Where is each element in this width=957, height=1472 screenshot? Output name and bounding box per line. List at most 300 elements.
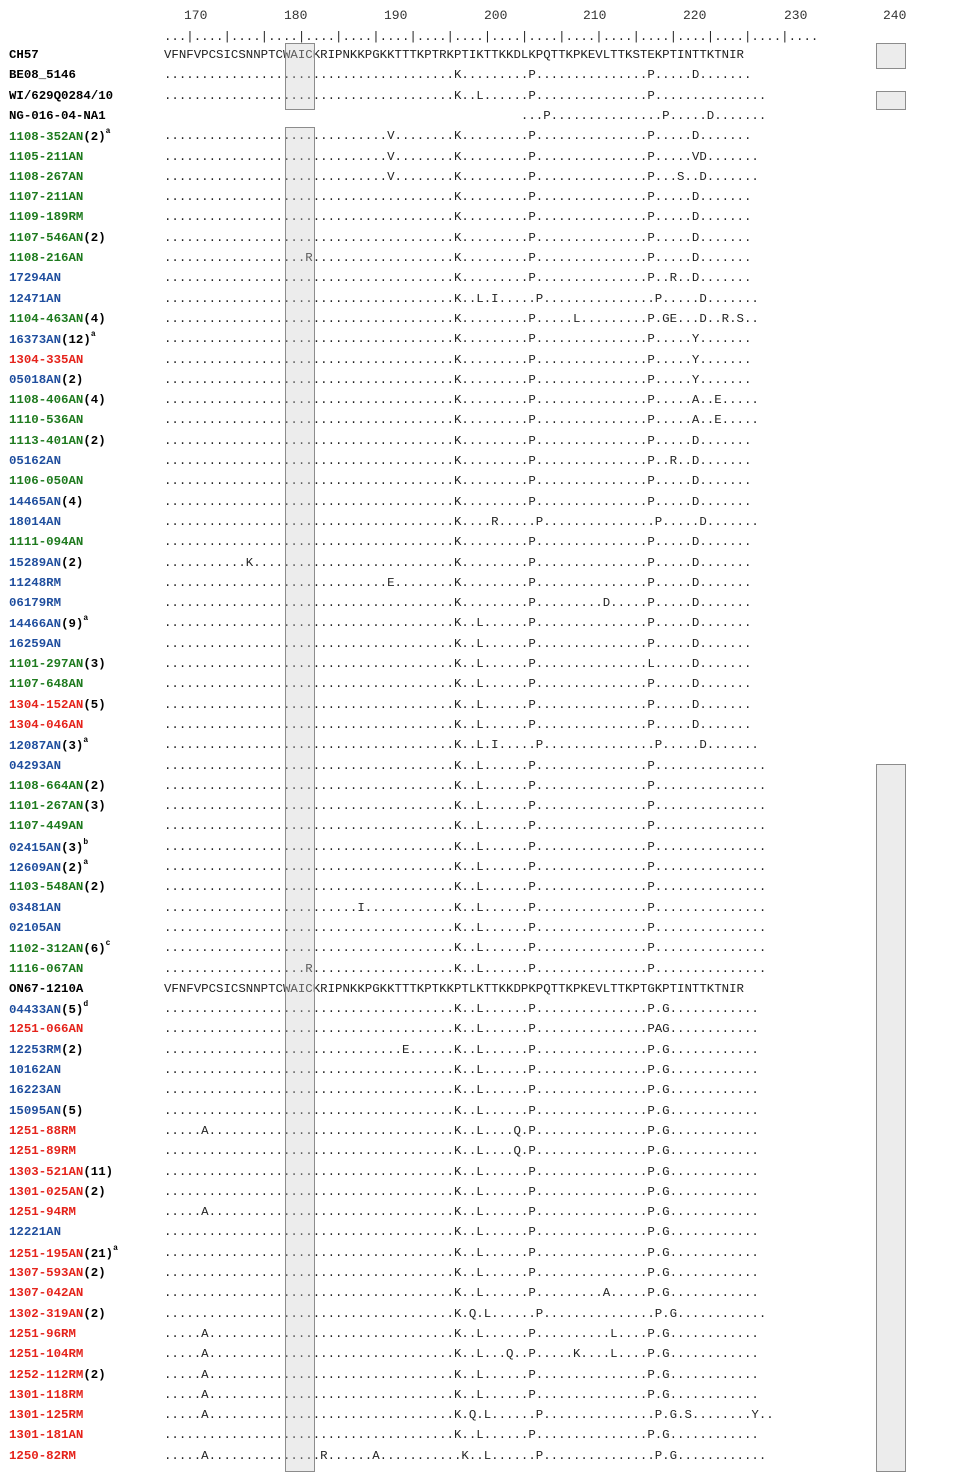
- sequence-name: 1107-211AN: [9, 190, 84, 205]
- alignment-row: [0, 106, 957, 126]
- sequence-name: 10162AN: [9, 1063, 62, 1077]
- sequence-name: 1250-82RM: [9, 1448, 76, 1463]
- position-number: 240: [883, 8, 907, 23]
- sequence-name: 1108-267AN: [9, 169, 84, 184]
- position-number: 190: [384, 8, 408, 23]
- sequence-string: .......................................K.........P...............P.....D.......: [164, 433, 752, 448]
- alignment-row: [0, 776, 957, 796]
- sequence-name: 1307-042AN: [9, 1286, 84, 1301]
- alignment-row: [0, 1263, 957, 1283]
- sequence-count: (2): [83, 130, 106, 145]
- sequence-label: [9, 251, 83, 265]
- sequence-string: .......................................K..L......P...............P...............: [164, 88, 767, 103]
- alignment-row: [0, 1121, 957, 1141]
- alignment-row: [0, 65, 957, 85]
- sequence-name: 04433AN: [9, 1003, 62, 1018]
- alignment-row: [0, 979, 957, 999]
- sequence-name: 1251-96RM: [9, 1326, 76, 1341]
- footnote-marker: a: [105, 127, 111, 137]
- sequence-label: [9, 596, 61, 610]
- sequence-name: 1108-406AN: [9, 393, 84, 408]
- sequence-name: 1110-536AN: [9, 413, 84, 428]
- sequence-label: [9, 129, 110, 144]
- sequence-string: ..........................I............K..L......P...............P...............: [164, 900, 767, 915]
- sequence-string: .......................................K..L......P...............P.G............: [164, 1164, 759, 1179]
- alignment-row: [0, 350, 957, 370]
- alignment-row: [0, 309, 957, 329]
- sequence-string: .......................................K..L.I.....P...............P.....D.......: [164, 291, 759, 306]
- sequence-label: [9, 1144, 76, 1158]
- sequence-label: [9, 677, 83, 691]
- alignment-row: [0, 1040, 957, 1060]
- sequence-name: 12253RM: [9, 1042, 62, 1057]
- sequence-name: 05162AN: [9, 454, 62, 468]
- sequence-count: (2): [61, 1042, 84, 1057]
- sequence-string: .......................................K..L......P...............P.....D.......: [164, 717, 752, 732]
- alignment-row: [0, 816, 957, 836]
- footnote-marker: a: [83, 858, 89, 867]
- sequence-label: [9, 312, 106, 326]
- sequence-string: .......................................K.........P...............P.....D.......: [164, 474, 752, 489]
- sequence-count: (2): [83, 880, 106, 895]
- sequence-name: 1301-118RM: [9, 1387, 84, 1402]
- sequence-label: [9, 759, 61, 773]
- sequence-count: (3): [83, 657, 106, 671]
- sequence-string: .......................................K..L......P...............P.G............: [164, 1225, 759, 1240]
- sequence-label: [9, 1428, 83, 1442]
- sequence-name: 1111-094AN: [9, 535, 84, 550]
- sequence-count: (5): [61, 1003, 84, 1018]
- sequence-count: (3): [83, 799, 106, 814]
- alignment-row: [0, 248, 957, 268]
- sequence-label: [9, 880, 106, 894]
- alignment-row: [0, 1283, 957, 1303]
- alignment-row: [0, 1222, 957, 1242]
- sequence-label: [9, 1022, 83, 1036]
- footnote-marker: d: [83, 1000, 89, 1010]
- sequence-label: [9, 718, 83, 732]
- sequence-string: .......................................K..L......P...............P...............: [164, 758, 767, 773]
- sequence-name: 1251-88RM: [9, 1123, 76, 1138]
- sequence-string: .......................................K..L......P...............P.G............: [164, 1002, 759, 1017]
- sequence-string: ...................R...................K.........P...............P.....D.......: [164, 251, 752, 265]
- sequence-label: [9, 210, 83, 224]
- sequence-name: 1303-521AN: [9, 1164, 84, 1179]
- sequence-string: .......................................K..L......P...............P.G............: [164, 1245, 759, 1260]
- sequence-label: [9, 1368, 106, 1382]
- sequence-name: 12087AN: [9, 739, 62, 754]
- sequence-string: ..............................V........K.........P...............P.....D.......: [164, 129, 752, 144]
- sequence-string: .......................................K..L......P...............P...............: [164, 819, 767, 834]
- alignment-row: [0, 390, 957, 410]
- sequence-name: 1301-025AN: [9, 1184, 84, 1199]
- sequence-name: 1251-104RM: [9, 1347, 84, 1362]
- sequence-name: 1251-066AN: [9, 1022, 84, 1037]
- sequence-string: .......................................K.........P...............P.....D.......: [164, 210, 752, 225]
- footnote-marker: b: [83, 837, 89, 847]
- sequence-count: (5): [61, 1103, 84, 1118]
- sequence-label: [9, 1327, 76, 1341]
- sequence-label: [9, 535, 83, 549]
- alignment-row: [0, 1344, 957, 1364]
- sequence-string: VFNFVPCSICSNNPTCWAICKRIPNKKPGKKTTTKPTRKPTIKTTKKDLKPQTTKPKEVLTTKSTEKPTINTTKTNIR: [164, 48, 744, 62]
- sequence-label: [9, 657, 106, 671]
- sequence-label: [9, 89, 113, 103]
- sequence-label: [9, 576, 61, 590]
- site-box-a-main: [285, 127, 315, 1472]
- sequence-string: ...........K...........................K.........P...............P.....D.......: [164, 555, 752, 570]
- sequence-string: .......................................K..L......P...............P.....D.......: [164, 677, 752, 692]
- alignment-row: [0, 674, 957, 694]
- sequence-count: (2): [83, 230, 106, 245]
- alignment-row: [0, 289, 957, 309]
- alignment-row: [0, 715, 957, 735]
- sequence-label: [9, 1347, 83, 1361]
- sequence-string: .......................................K..L......P...............P.G............: [164, 1428, 759, 1443]
- sequence-name: 1103-548AN: [9, 880, 84, 895]
- alignment-row: [0, 553, 957, 573]
- sequence-count: (2): [61, 372, 84, 387]
- sequence-string: .......................................K..L......P...............PAG............: [164, 1022, 759, 1037]
- sequence-name: 1251-89RM: [9, 1144, 76, 1159]
- alignment-row: [0, 1446, 957, 1466]
- sequence-name: 1108-216AN: [9, 251, 84, 265]
- sequence-label: [9, 837, 89, 855]
- sequence-label: [9, 1205, 76, 1219]
- sequence-name: 1109-189RM: [9, 210, 84, 225]
- sequence-string: .......................................K..L......P...............P.....D.......: [164, 697, 752, 712]
- position-number: 230: [784, 8, 808, 23]
- sequence-string: .......................................K..L......P...............P...............: [164, 839, 767, 854]
- sequence-string: .......................................K..L......P.........A.....P.G............: [164, 1286, 759, 1301]
- sequence-string: .......................................K....R.....P...............P.....D.......: [164, 514, 759, 529]
- alignment-row: [0, 1385, 957, 1405]
- sequence-name: 1304-046AN: [9, 717, 84, 732]
- sequence-string: ...P...............P.....D.......: [164, 108, 767, 123]
- sequence-string: .......................................K..L.I.....P...............P.....D.......: [164, 738, 759, 753]
- sequence-label: [9, 1063, 61, 1077]
- sequence-name: 1116-067AN: [9, 961, 84, 976]
- sequence-string: .......................................K..L......P...............P.....D.......: [164, 636, 752, 651]
- sequence-string: .......................................K.........P...............P.....D.......: [164, 68, 752, 83]
- sequence-name: 1301-181AN: [9, 1428, 84, 1443]
- sequence-string: .......................................K..L......P...............P...............: [164, 880, 767, 895]
- alignment-row: [0, 1080, 957, 1100]
- sequence-name: 1251-94RM: [9, 1205, 76, 1220]
- sequence-label: [9, 1388, 83, 1402]
- sequence-string: ................................E......K..L......P...............P.G............: [164, 1042, 759, 1057]
- sequence-string: VFNFVPCSICSNNPTCWAICKRIPNKKPGKKTTTKPTKKPTLKTTKKDPKPQTTKPKEVLTTKPTGKPTINTTKTNIR: [164, 981, 744, 996]
- sequence-string: .....A.................................K.Q.L......P...............P.G.S........Y..: [164, 1408, 774, 1423]
- site-box-a-top: [285, 43, 315, 110]
- sequence-string: .......................................K.Q.L......P...............P.G............: [164, 1306, 767, 1321]
- alignment-row: [0, 329, 957, 349]
- sequence-string: .......................................K..L......P...............P...............: [164, 799, 767, 814]
- sequence-string: .......................................K.........P...............P.....A..E.....: [164, 393, 759, 408]
- sequence-name: 1301-125RM: [9, 1408, 84, 1423]
- sequence-string: .....A...............R......A...........K..L......P...............P.G............: [164, 1448, 767, 1463]
- sequence-string: ..............................V........K.........P...............P...S..D.......: [164, 169, 759, 184]
- sequence-string: ...................R...................K..L......P...............P...............: [164, 961, 767, 976]
- sequence-label: [9, 1307, 106, 1321]
- alignment-row: [0, 735, 957, 755]
- position-number: 200: [484, 8, 508, 23]
- sequence-label: [9, 393, 106, 407]
- alignment-row: [0, 1425, 957, 1445]
- sequence-name: 16373AN: [9, 333, 62, 348]
- sequence-label: [9, 1286, 83, 1300]
- sequence-count: (11): [83, 1164, 114, 1179]
- sequence-label: [9, 779, 106, 793]
- sequence-name: 1108-352AN: [9, 130, 84, 145]
- sequence-label: [9, 373, 83, 387]
- site-box-b-top: [876, 43, 906, 69]
- sequence-label: [9, 434, 106, 448]
- sequence-label: [9, 150, 83, 164]
- sequence-label: [9, 1225, 61, 1239]
- sequence-string: .......................................K..L......P...............P.G............: [164, 1266, 759, 1280]
- sequence-string: .......................................K..L....Q.P...............P.G............: [164, 1144, 759, 1159]
- sequence-name: 1108-664AN: [9, 778, 84, 793]
- sequence-count: (9): [61, 617, 84, 632]
- sequence-label: [9, 921, 61, 935]
- position-number: 170: [184, 8, 208, 23]
- alignment-row: [0, 1101, 957, 1121]
- alignment-row: [0, 370, 957, 390]
- sequence-string: .......................................K..L......P...............L.....D.......: [164, 657, 752, 671]
- sequence-string: .......................................K.........P...............P..R..D.......: [164, 271, 752, 286]
- sequence-label: [9, 48, 39, 62]
- alignment-row: [0, 573, 957, 593]
- sequence-label: [9, 941, 110, 956]
- sequence-string: .......................................K..L......P...............P.G............: [164, 1063, 759, 1077]
- sequence-label: [9, 637, 61, 651]
- alignment-row: [0, 471, 957, 491]
- position-number: 220: [683, 8, 707, 23]
- sequence-name: 15095AN: [9, 1103, 62, 1118]
- sequence-name: 1101-267AN: [9, 799, 84, 814]
- sequence-label: [9, 1043, 83, 1057]
- alignment-row: [0, 1141, 957, 1161]
- sequence-string: .....A.................................K..L....Q.P...............P.G............: [164, 1123, 759, 1138]
- sequence-string: .......................................K..L......P...............P...............: [164, 941, 767, 956]
- sequence-string: .......................................K..L......P...............P.G............: [164, 1184, 759, 1199]
- sequence-label: [9, 1002, 88, 1017]
- alignment-row: [0, 45, 957, 65]
- sequence-count: (4): [83, 311, 106, 326]
- alignment-row: [0, 918, 957, 938]
- sequence-count: (4): [61, 494, 84, 509]
- sequence-label: [9, 413, 83, 427]
- sequence-name: 14465AN: [9, 494, 62, 509]
- sequence-name: 18014AN: [9, 514, 62, 529]
- sequence-string: .......................................K.........P...............P.....D.......: [164, 190, 752, 205]
- sequence-name: WI/629Q0284/10: [9, 88, 114, 103]
- sequence-string: .......................................K..L......P...............P.....D.......: [164, 616, 752, 631]
- sequence-count: (2): [83, 1367, 106, 1382]
- sequence-count: (2): [61, 555, 84, 570]
- sequence-label: [9, 616, 88, 631]
- sequence-label: [9, 1449, 76, 1463]
- sequence-name: 02415AN: [9, 840, 62, 855]
- sequence-count: (4): [83, 393, 106, 408]
- sequence-name: 1252-112RM: [9, 1367, 84, 1382]
- position-number: 210: [583, 8, 607, 23]
- alignment-row: [0, 1304, 957, 1324]
- sequence-name: 06179RM: [9, 596, 62, 611]
- sequence-name: 02105AN: [9, 920, 62, 935]
- sequence-label: [9, 1104, 83, 1118]
- sequence-string: .....A.................................K..L......P...............P.G............: [164, 1367, 759, 1382]
- sequence-label: [9, 698, 106, 712]
- alignment-row: [0, 1202, 957, 1222]
- sequence-count: (2): [83, 433, 106, 448]
- alignment-row: [0, 959, 957, 979]
- sequence-string: .......................................K.........P...............P.....Y.......: [164, 352, 752, 367]
- sequence-string: ..............................V........K.........P...............P.....VD.......: [164, 149, 759, 164]
- sequence-string: .......................................K.........P...............P.....D.......: [164, 494, 752, 509]
- sequence-label: [9, 68, 76, 82]
- sequence-name: 1105-211AN: [9, 149, 84, 164]
- alignment-row: [0, 695, 957, 715]
- sequence-name: 04293AN: [9, 758, 62, 773]
- sequence-label: [9, 353, 83, 367]
- site-box-b-small: [876, 91, 906, 110]
- sequence-string: .....A.................................K..L......P...............P.G............: [164, 1205, 759, 1220]
- footnote-marker: a: [83, 736, 89, 746]
- footnote-marker: a: [90, 330, 96, 340]
- sequence-string: .......................................K.........P.........D.....P.....D.......: [164, 596, 752, 611]
- sequence-name: CH57: [9, 48, 39, 62]
- alignment-row: [0, 207, 957, 227]
- sequence-label: [9, 190, 83, 204]
- sequence-label: [9, 271, 61, 285]
- alignment-row: [0, 634, 957, 654]
- sequence-label: [9, 1185, 106, 1199]
- alignment-row: [0, 532, 957, 552]
- alignment-row: [0, 796, 957, 816]
- alignment-row: [0, 999, 957, 1019]
- alignment-row: [0, 410, 957, 430]
- sequence-name: ON67-1210A: [9, 981, 84, 996]
- alignment-row: [0, 512, 957, 532]
- sequence-label: [9, 495, 83, 509]
- sequence-string: .......................................K.........P...............P.....Y.......: [164, 372, 752, 387]
- alignment-row: [0, 167, 957, 187]
- sequence-name: 03481AN: [9, 900, 62, 915]
- footnote-marker: a: [113, 1243, 118, 1253]
- alignment-row: [0, 1365, 957, 1385]
- alignment-row: [0, 147, 957, 167]
- alignment-row: [0, 593, 957, 613]
- sequence-name: 1307-593AN: [9, 1266, 84, 1280]
- sequence-count: (2): [83, 778, 106, 793]
- sequence-string: ..............................E........K.........P...............P.....D.......: [164, 575, 752, 590]
- sequence-name: 1302-319AN: [9, 1306, 84, 1321]
- sequence-name: NG-016-04-NA1: [9, 108, 106, 123]
- sequence-string: .......................................K.........P...............P.....D.......: [164, 535, 752, 550]
- sequence-label: [9, 170, 83, 184]
- sequence-name: 1107-648AN: [9, 677, 84, 692]
- sequence-label: [9, 474, 83, 488]
- site-box-b-main: [876, 764, 906, 1472]
- sequence-name: 12609AN: [9, 861, 62, 876]
- sequence-label: [9, 1266, 106, 1280]
- sequence-string: .......................................K.........P...............P.....D.......: [164, 230, 752, 245]
- sequence-label: [9, 1408, 83, 1422]
- sequence-label: [9, 231, 106, 245]
- alignment-row: [0, 187, 957, 207]
- alignment-row: [0, 837, 957, 857]
- alignment-row: [0, 1182, 957, 1202]
- sequence-label: [9, 738, 88, 753]
- sequence-label: [9, 454, 61, 468]
- sequence-name: 1104-463AN: [9, 311, 84, 326]
- sequence-label: [9, 901, 61, 915]
- sequence-string: .......................................K..L......P...............P...............: [164, 778, 767, 793]
- sequence-label: [9, 962, 83, 976]
- sequence-name: 1251-195AN: [9, 1246, 84, 1261]
- sequence-label: [9, 332, 96, 347]
- sequence-name: 12221AN: [9, 1225, 62, 1240]
- alignment-row: [0, 654, 957, 674]
- sequence-name: 11248RM: [9, 575, 62, 590]
- sequence-name: 16259AN: [9, 636, 62, 651]
- sequence-count: (3): [61, 840, 84, 855]
- sequence-name: 16223AN: [9, 1083, 62, 1098]
- sequence-string: .......................................K..L......P...............P.G............: [164, 1103, 759, 1118]
- sequence-string: .......................................K.........P.....L.........P.GE...D..R.S..: [164, 311, 759, 326]
- sequence-count: (2): [83, 1266, 106, 1280]
- sequence-string: .....A.................................K..L......P...............P.G............: [164, 1387, 759, 1402]
- sequence-name: 17294AN: [9, 271, 62, 286]
- alignment-row: [0, 1405, 957, 1425]
- alignment-row: [0, 1019, 957, 1039]
- sequence-string: .......................................K..L......P...............P...............: [164, 860, 767, 874]
- alignment-row: [0, 613, 957, 633]
- sequence-name: 1102-312AN: [9, 942, 84, 957]
- alignment-row: [0, 857, 957, 877]
- sequence-label: [9, 860, 88, 875]
- sequence-label: [9, 819, 83, 833]
- sequence-string: .....A.................................K..L...Q..P.....K....L....P.G............: [164, 1347, 759, 1362]
- sequence-string: .......................................K..L......P...............P.G............: [164, 1083, 759, 1098]
- sequence-name: 05018AN: [9, 372, 62, 387]
- sequence-string: .....A.................................K..L......P..........L....P.G............: [164, 1326, 759, 1341]
- sequence-label: [9, 1243, 118, 1261]
- sequence-count: (2): [61, 861, 84, 876]
- sequence-name: 1101-297AN: [9, 657, 84, 671]
- sequence-name: 1107-546AN: [9, 230, 84, 245]
- sequence-count: (12): [61, 333, 91, 348]
- alignment-row: [0, 126, 957, 146]
- alignment-row: [0, 228, 957, 248]
- sequence-string: .......................................K.........P...............P..R..D.......: [164, 454, 752, 468]
- sequence-count: (2): [83, 1306, 106, 1321]
- alignment-row: [0, 1162, 957, 1182]
- alignment-row: [0, 268, 957, 288]
- sequence-string: .......................................K.........P...............P.....A..E.....: [164, 413, 759, 428]
- sequence-name: BE08_5146: [9, 68, 76, 83]
- sequence-label: [9, 1124, 76, 1138]
- alignment-row: [0, 431, 957, 451]
- alignment-row: [0, 492, 957, 512]
- sequence-string: .......................................K.........P...............P.....Y.......: [164, 332, 752, 347]
- sequence-name: 1304-152AN: [9, 697, 84, 712]
- sequence-label: [9, 556, 83, 570]
- alignment-row: [0, 1243, 957, 1263]
- alignment-row: [0, 1060, 957, 1080]
